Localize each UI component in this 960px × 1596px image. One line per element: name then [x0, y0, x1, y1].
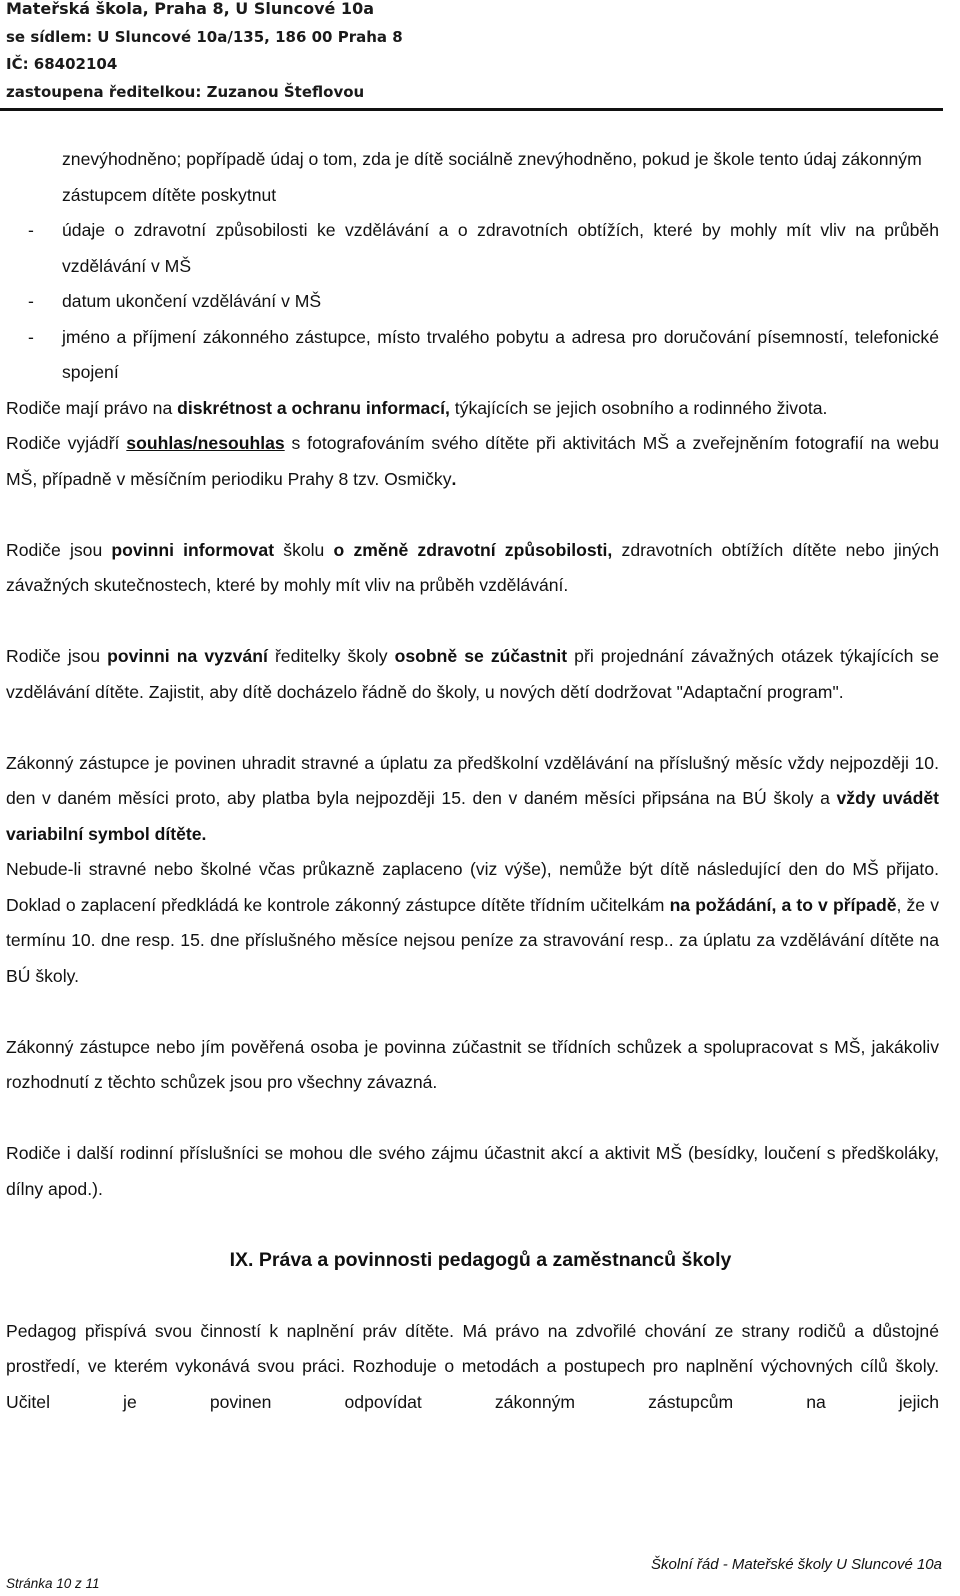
paragraph-health-info: Rodiče jsou povinni informovat školu o změně zdravotní způsobilosti, zdravotních obtížích dítěte nebo jiných závažných skutečnostech, které by mohly mít vliv na průběh vzdělávání. — [6, 539, 939, 595]
list-item — [6, 213, 939, 284]
list-item — [6, 284, 939, 320]
school-director: zastoupena ředitelkou: Zuzanou Šteflovou — [6, 82, 365, 101]
list-item — [6, 320, 939, 391]
paragraph-payment: Zákonný zástupce je povinen uhradit stravné a úplatu za předškolní vzdělávání na příslušný měsíc vždy nejpozději 10. den v daném měsíci proto, aby platba byla nejpozději 15. den v daném měsíci připsána na BÚ školy a vždy uvádět variabilní symbol dítěte. — [6, 752, 939, 844]
paragraph-photo-consent: Rodiče vyjádří souhlas/nesouhlas s fotografováním svého dítěte při aktivitách MŠ a zveřejněním fotografií na webu MŠ, případně v měsíčním periodiku Prahy 8 tzv. Osmičky. — [6, 433, 939, 489]
paragraph-teacher-rights: Pedagog přispívá svou činností k naplnění práv dítěte. Má právo na zdvořilé chování ze strany rodičů a důstojné prostředí, ve kterém vykonává svou práci. Rozhoduje o metodách a postupech pro naplnění výchovných cílů školy. Učitel je povinen odpovídat zákonným zástupcům na jejich — [6, 1320, 939, 1412]
paragraph-privacy: Rodiče mají právo na diskrétnost a ochranu informací, týkajících se jejich osobního a rodinného života. — [6, 397, 828, 418]
list-dash: - — [28, 326, 34, 347]
paragraph-meetings: Zákonný zástupce nebo jím pověřená osoba je povinna zúčastnit se třídních schůzek a spolupracovat s MŠ, jakákoliv rozhodnutí z těchto schůzek jsou pro všechny závazná. — [6, 1036, 939, 1092]
header-divider — [0, 108, 943, 111]
list-dash: - — [28, 220, 34, 240]
list-dash: - — [28, 291, 34, 311]
list-item-text: datum ukončení vzdělávání v MŠ — [62, 291, 322, 311]
paragraph-nonpayment: Nebude-li stravné nebo školné včas průkazně zaplaceno (viz výše), nemůže být dítě následující den do MŠ přijato. Doklad o zaplacení předkládá ke kontrole zákonný zástupce dítěte třídním učitelkám na požádání, a to v případě, že v termínu 10. dne resp. 15. dne příslušného měsíce nejsou peníze za stravování resp.. za úplatu za vzdělávání dítěte na BÚ školy. — [6, 859, 940, 986]
footer-page-number: Stránka 10 z 11 — [6, 1576, 100, 1591]
school-name: Mateřská škola, Praha 8, U Sluncové 10a — [6, 0, 374, 18]
school-address: se sídlem: U Sluncové 10a/135, 186 00 Praha 8 — [6, 27, 403, 46]
school-id: IČ: 68402104 — [6, 55, 118, 73]
paragraph-events: Rodiče i další rodinní příslušníci se mohou dle svého zájmu účastnit akcí a aktivit MŠ (besídky, loučení s předškoláky, dílny apod.). — [6, 1143, 939, 1199]
footer-document-title: Školní řád - Mateřské školy U Sluncové 10a — [651, 1556, 942, 1573]
letterhead — [6, 0, 942, 110]
list-item-text: údaje o zdravotní způsobilosti ke vzdělávání a o zdravotních obtížích, které by mohly mít vliv na průběh vzdělávání v MŠ — [62, 220, 939, 276]
list-item-text: jméno a příjmení zákonného zástupce, místo trvalého pobytu a adresa pro doručování písemností, telefonické spojení — [62, 326, 939, 382]
document-body — [6, 142, 939, 1420]
paragraph-attendance: Rodiče jsou povinni na vyzvání ředitelky školy osobně se zúčastnit při projednání závažných otázek týkajících se vzdělávání dítěte. Zajistit, aby dítě docházelo řádně do školy, u nových dětí dodržovat "Adaptační program". — [6, 646, 939, 702]
list-item-continuation: znevýhodněno; popřípadě údaj o tom, zda je dítě sociálně znevýhodněno, pokud je škole tento údaj zákonným zástupcem dítěte poskytnut — [62, 149, 922, 205]
section-heading: IX. Práva a povinnosti pedagogů a zaměstnanců školy — [229, 1248, 732, 1271]
